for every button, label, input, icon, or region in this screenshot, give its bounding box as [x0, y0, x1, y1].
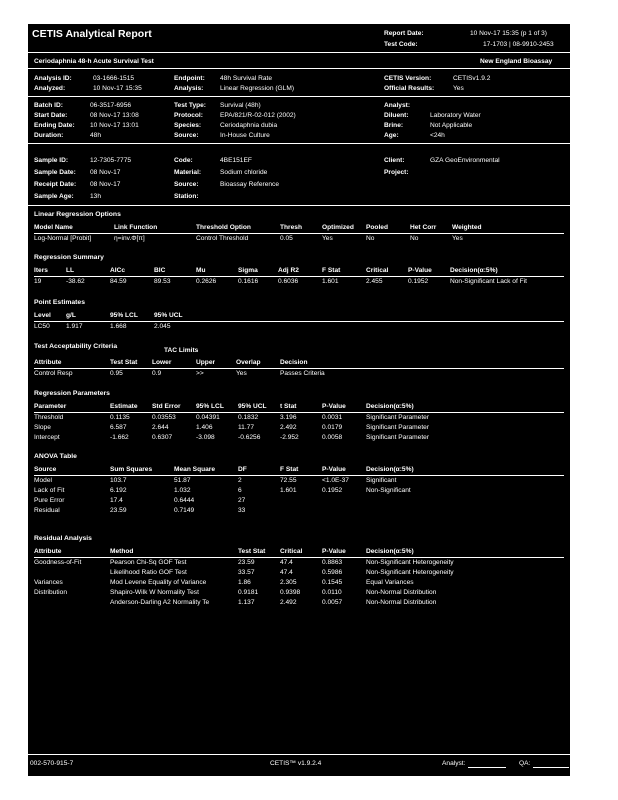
regression-parameters-cell: 3.196 — [280, 414, 297, 421]
lr-options-header-threshold-option: Threshold Option — [196, 224, 251, 231]
material-value: Sodium chloride — [220, 169, 268, 176]
regression-summary-cell: 0.2626 — [196, 278, 217, 285]
anova-header-source: Source — [34, 466, 57, 473]
test-acceptability-cell: 0.9 — [152, 370, 162, 377]
anova-cell: Non-Significant — [366, 487, 411, 494]
anova-cell: 72.55 — [280, 477, 297, 484]
code-value: 4BE151EF — [220, 157, 252, 164]
residual-analysis-cell: 23.59 — [238, 559, 255, 566]
residual-analysis-cell: 2.305 — [280, 579, 297, 586]
regression-summary-header-adj-r2: Adj R2 — [278, 267, 299, 274]
footer-version: CETIS™ v1.9.2.4 — [270, 760, 322, 767]
species-value: Ceriodaphnia dubia — [220, 122, 278, 129]
regression-summary-header-iters: Iters — [34, 267, 48, 274]
point-estimates-header-underline — [34, 321, 564, 322]
lr-options-cell: 0.05 — [280, 235, 293, 242]
anova-header-sum-squares: Sum Squares — [110, 466, 153, 473]
header-divider-2 — [28, 68, 570, 69]
point-estimates-cell: 1.668 — [110, 323, 127, 330]
regression-parameters-cell: 0.0179 — [322, 424, 343, 431]
regression-summary-header-underline — [34, 276, 564, 277]
start-date-value: 08 Nov-17 13:08 — [90, 112, 139, 119]
lr-options-header-model-name: Model Name — [34, 224, 73, 231]
anova-cell: Model — [34, 477, 52, 484]
regression-parameters-header-std-error: Std Error — [152, 403, 181, 410]
regression-parameters-cell: 2.644 — [152, 424, 169, 431]
lr-options-cell: Log-Normal [Probit] — [34, 235, 92, 242]
anova-cell: Pure Error — [34, 497, 65, 504]
regression-summary-header-f-stat: F Stat — [322, 267, 341, 274]
regression-parameters-cell: Significant Parameter — [366, 414, 430, 421]
anova-cell: 1.601 — [280, 487, 297, 494]
project-label: Project: — [384, 169, 409, 176]
diluent-label: Diluent: — [384, 112, 409, 119]
duration-value: 48h — [90, 132, 102, 139]
residual-analysis-cell: Goodness-of-Fit — [34, 559, 82, 566]
protocol-label: Protocol: — [174, 112, 203, 119]
point-estimates-header-95-ucl: 95% UCL — [154, 312, 183, 319]
anova-cell: 2 — [238, 477, 242, 484]
receipt-date-label: Receipt Date: — [34, 181, 77, 188]
regression-summary-cell: 89.53 — [154, 278, 171, 285]
anova-cell: 1.032 — [174, 487, 191, 494]
regression-parameters-header-decision-5: Decision(α:5%) — [366, 403, 414, 410]
source-label: Source: — [174, 132, 199, 139]
regression-summary-title: Regression Summary — [34, 254, 104, 261]
regression-summary-header-bic: BIC — [154, 267, 166, 274]
analysis-value: Linear Regression (GLM) — [220, 85, 295, 92]
code-label: Code: — [174, 157, 193, 164]
protocol-value: EPA/821/R-02-012 (2002) — [220, 112, 296, 119]
test-acceptability-cell: Control Resp — [34, 370, 73, 377]
regression-parameters-header-p-value: P-Value — [322, 403, 346, 410]
lr-options-header-link-function: Link Function — [114, 224, 158, 231]
regression-parameters-header-estimate: Estimate — [110, 403, 138, 410]
sample-id-label: Sample ID: — [34, 157, 69, 164]
regression-summary-header-mu: Mu — [196, 267, 206, 274]
regression-parameters-header-t-stat: t Stat — [280, 403, 297, 410]
residual-analysis-cell: 0.5986 — [322, 569, 343, 576]
species-label: Species: — [174, 122, 202, 129]
residual-analysis-cell: 1.86 — [238, 579, 251, 586]
regression-summary-cell: -38.62 — [66, 278, 85, 285]
client-label: Client: — [384, 157, 405, 164]
analyzed-value: 10 Nov-17 15:35 — [93, 85, 142, 92]
residual-analysis-title: Residual Analysis — [34, 535, 92, 542]
endpoint-value: 48h Survival Rate — [220, 75, 273, 82]
info-divider-2 — [28, 143, 570, 144]
official-results-label: Official Results: — [384, 85, 435, 92]
regression-parameters-cell: Significant Parameter — [366, 424, 430, 431]
batch-id-label: Batch ID: — [34, 102, 63, 109]
brine-label: Brine: — [384, 122, 404, 129]
official-results-value: Yes — [453, 85, 464, 92]
diluent-value: Laboratory Water — [430, 112, 481, 119]
regression-parameters-title: Regression Parameters — [34, 390, 110, 397]
report-title: CETIS Analytical Report — [32, 28, 152, 40]
regression-parameters-cell: 0.0058 — [322, 434, 343, 441]
endpoint-label: Endpoint: — [174, 75, 205, 82]
residual-analysis-cell: Non-Normal Distribution — [366, 599, 437, 606]
test-name: Ceriodaphnia 48-h Acute Survival Test — [34, 58, 154, 65]
test-acceptability-header-test-stat: Test Stat — [110, 359, 138, 366]
residual-analysis-cell: 0.1545 — [322, 579, 343, 586]
station-label: Station: — [174, 193, 199, 200]
lr-options-cell: No — [366, 235, 375, 242]
lr-options-cell: Yes — [322, 235, 333, 242]
regression-parameters-cell: 0.03553 — [152, 414, 176, 421]
sample-id-value: 12-7305-7775 — [90, 157, 132, 164]
regression-summary-cell: Non-Significant Lack of Fit — [450, 278, 527, 285]
footer-qa-label: QA: — [519, 760, 531, 767]
regression-parameters-cell: 11.77 — [238, 424, 255, 431]
residual-analysis-cell: 0.0057 — [322, 599, 343, 606]
regression-parameters-cell: -3.098 — [196, 434, 215, 441]
report-date-value: 10 Nov-17 15:35 (p 1 of 3) — [470, 30, 547, 37]
regression-parameters-cell: 0.1832 — [238, 414, 259, 421]
regression-summary-cell: 19 — [34, 278, 42, 285]
sample-age-label: Sample Age: — [34, 193, 74, 200]
regression-summary-header-ll: LL — [66, 267, 75, 274]
anova-header-underline — [34, 475, 564, 476]
client-value: GZA GeoEnvironmental — [430, 157, 500, 164]
residual-analysis-header-critical: Critical — [280, 548, 303, 555]
point-estimates-header-g-l: g/L — [66, 312, 76, 319]
anova-cell: 0.1952 — [322, 487, 343, 494]
report-date-label: Report Date: — [384, 30, 424, 37]
residual-analysis-cell: Shapiro-Wilk W Normality Test — [110, 589, 199, 596]
test-type-label: Test Type: — [174, 102, 206, 109]
anova-header-p-value: P-Value — [322, 466, 346, 473]
residual-analysis-cell: Variances — [34, 579, 63, 586]
source-value: In-House Culture — [220, 132, 270, 139]
residual-analysis-cell: 0.8863 — [322, 559, 343, 566]
regression-parameters-cell: 6.587 — [110, 424, 127, 431]
residual-analysis-cell: 47.4 — [280, 569, 293, 576]
residual-analysis-cell: Pearson Chi-Sq GOF Test — [110, 559, 187, 566]
residual-analysis-cell: 2.492 — [280, 599, 297, 606]
residual-analysis-cell: 0.9181 — [238, 589, 259, 596]
source2-label: Source: — [174, 181, 199, 188]
point-estimates-cell: 1.917 — [66, 323, 83, 330]
residual-analysis-cell: Non-Normal Distribution — [366, 589, 437, 596]
point-estimates-cell: LC50 — [34, 323, 50, 330]
anova-cell: Significant — [366, 477, 397, 484]
regression-parameters-cell: Intercept — [34, 434, 60, 441]
regression-summary-cell: 1.601 — [322, 278, 339, 285]
regression-summary-header-p-value: P-Value — [408, 267, 432, 274]
anova-cell: 0.6444 — [174, 497, 195, 504]
qa-signature-line — [533, 767, 569, 768]
source2-value: Bioassay Reference — [220, 181, 280, 188]
lr-options-cell: η=inv.Φ[π] — [114, 235, 145, 242]
regression-summary-cell: 2.455 — [366, 278, 383, 285]
lr-options-cell: Control Threshold — [196, 235, 249, 242]
regression-parameters-cell: 1.406 — [196, 424, 213, 431]
test-acceptability-header-lower: Lower — [152, 359, 172, 366]
residual-analysis-header-test-stat: Test Stat — [238, 548, 266, 555]
anova-cell: 33 — [238, 507, 246, 514]
regression-summary-header-decision-5: Decision(α:5%) — [450, 267, 498, 274]
anova-cell: 27 — [238, 497, 246, 504]
test-acceptability-tac-limits: TAC Limits — [164, 347, 199, 354]
cetis-version-value: CETISv1.9.2 — [453, 75, 491, 82]
analysis-label: Analysis: — [174, 85, 204, 92]
residual-analysis-cell: Distribution — [34, 589, 67, 596]
test-code-label: Test Code: — [384, 41, 418, 48]
point-estimates-header-95-lcl: 95% LCL — [110, 312, 138, 319]
regression-parameters-header-95-ucl: 95% UCL — [238, 403, 267, 410]
test-acceptability-cell: 0.95 — [110, 370, 123, 377]
residual-analysis-cell: Equal Variances — [366, 579, 414, 586]
lr-options-title: Linear Regression Options — [34, 211, 121, 218]
lr-options-header-thresh: Thresh — [280, 224, 302, 231]
test-acceptability-header-decision: Decision — [280, 359, 308, 366]
regression-summary-header-aicc: AICc — [110, 267, 126, 274]
batch-id-value: 06-3517-6956 — [90, 102, 132, 109]
anova-header-df: DF — [238, 466, 247, 473]
anova-cell: 6.192 — [110, 487, 127, 494]
lr-options-header-pooled: Pooled — [366, 224, 388, 231]
regression-parameters-cell: Slope — [34, 424, 51, 431]
anova-header-decision-5: Decision(α:5%) — [366, 466, 414, 473]
regression-parameters-cell: 0.1135 — [110, 414, 130, 421]
test-acceptability-header-upper: Upper — [196, 359, 216, 366]
regression-parameters-cell: 2.492 — [280, 424, 297, 431]
lr-options-header-weighted: Weighted — [452, 224, 482, 231]
anova-cell: 103.7 — [110, 477, 127, 484]
anova-cell: 6 — [238, 487, 242, 494]
residual-analysis-header-attribute: Attribute — [34, 548, 62, 555]
test-acceptability-cell: Yes — [236, 370, 247, 377]
analyst-label: Analyst: — [384, 102, 411, 109]
residual-analysis-cell: 33.57 — [238, 569, 255, 576]
footer-divider — [28, 754, 570, 755]
lr-options-cell: No — [410, 235, 419, 242]
sample-date-value: 08 Nov-17 — [90, 169, 121, 176]
point-estimates-header-level: Level — [34, 312, 51, 319]
receipt-date-value: 08 Nov-17 — [90, 181, 121, 188]
lab-name: New England Bioassay — [480, 58, 553, 65]
point-estimates-title: Point Estimates — [34, 299, 85, 306]
regression-parameters-cell: Significant Parameter — [366, 434, 430, 441]
regression-parameters-cell: -2.952 — [280, 434, 299, 441]
test-acceptability-title: Test Acceptability Criteria — [34, 343, 118, 350]
regression-summary-header-critical: Critical — [366, 267, 389, 274]
analysis-id-label: Analysis ID: — [34, 75, 72, 82]
anova-cell: 23.59 — [110, 507, 127, 514]
sample-age-value: 13h — [90, 193, 102, 200]
residual-analysis-cell: 0.9398 — [280, 589, 301, 596]
residual-analysis-cell: 47.4 — [280, 559, 293, 566]
anova-cell: Lack of Fit — [34, 487, 65, 494]
regression-parameters-header-95-lcl: 95% LCL — [196, 403, 224, 410]
residual-analysis-cell: 1.137 — [238, 599, 255, 606]
age-value: <24h — [430, 132, 445, 139]
regression-parameters-cell: Threshold — [34, 414, 64, 421]
residual-analysis-header-underline — [34, 557, 564, 558]
test-acceptability-cell: >> — [196, 370, 204, 377]
test-acceptability-header-overlap: Overlap — [236, 359, 261, 366]
residual-analysis-header-method: Method — [110, 548, 134, 555]
residual-analysis-cell: 0.0110 — [322, 589, 342, 596]
regression-summary-cell: 0.1616 — [238, 278, 259, 285]
ending-date-value: 10 Nov-17 13:01 — [90, 122, 139, 129]
header-divider — [28, 52, 570, 53]
analysis-id-value: 03-1666-1515 — [93, 75, 135, 82]
info-divider-3 — [28, 205, 570, 206]
start-date-label: Start Date: — [34, 112, 68, 119]
age-label: Age: — [384, 132, 399, 139]
material-label: Material: — [174, 169, 202, 176]
info-divider-1 — [28, 96, 570, 97]
test-acceptability-header-underline — [34, 368, 564, 369]
footer-analyst-label: Analyst: — [442, 760, 466, 767]
regression-parameters-header-parameter: Parameter — [34, 403, 67, 410]
test-acceptability-header-attribute: Attribute — [34, 359, 62, 366]
duration-label: Duration: — [34, 132, 64, 139]
test-code-value: 17-1703 | 08-9910-2453 — [483, 41, 554, 48]
regression-parameters-cell: 0.6307 — [152, 434, 173, 441]
analyst-signature-line — [468, 767, 506, 768]
residual-analysis-cell: Mod Levene Equality of Variance — [110, 579, 207, 586]
regression-parameters-cell: 0.0031 — [322, 414, 343, 421]
residual-analysis-header-p-value: P-Value — [322, 548, 346, 555]
anova-cell: 0.7149 — [174, 507, 195, 514]
anova-cell: <1.0E-37 — [322, 477, 349, 484]
footer-doc-id: 002-570-915-7 — [30, 760, 74, 767]
regression-parameters-cell: -0.6256 — [238, 434, 261, 441]
cetis-version-label: CETIS Version: — [384, 75, 432, 82]
regression-summary-cell: 0.6036 — [278, 278, 299, 285]
anova-cell: Residual — [34, 507, 60, 514]
residual-analysis-cell: Non-Significant Heterogeneity — [366, 569, 454, 576]
anova-cell: 51.87 — [174, 477, 191, 484]
anova-title: ANOVA Table — [34, 453, 77, 460]
test-type-value: Survival (48h) — [220, 102, 261, 109]
ending-date-label: Ending Date: — [34, 122, 75, 129]
regression-parameters-header-underline — [34, 412, 564, 413]
regression-parameters-cell: 0.04391 — [196, 414, 220, 421]
sample-date-label: Sample Date: — [34, 169, 76, 176]
lr-options-header-het-corr: Het Corr — [410, 224, 437, 231]
brine-value: Not Applicable — [430, 122, 473, 129]
point-estimates-cell: 2.045 — [154, 323, 171, 330]
anova-header-f-stat: F Stat — [280, 466, 299, 473]
regression-summary-cell: 84.59 — [110, 278, 127, 285]
anova-cell: 17.4 — [110, 497, 123, 504]
anova-header-mean-square: Mean Square — [174, 466, 216, 473]
analyzed-label: Analyzed: — [34, 85, 66, 92]
residual-analysis-cell: Anderson-Darling A2 Normality Te — [110, 599, 210, 606]
lr-options-header-underline — [34, 233, 564, 234]
regression-summary-header-sigma: Sigma — [238, 267, 258, 274]
residual-analysis-cell: Likelihood Ratio GOF Test — [110, 569, 187, 576]
regression-parameters-cell: -1.662 — [110, 434, 129, 441]
test-acceptability-cell: Passes Criteria — [280, 370, 325, 377]
residual-analysis-cell: Non-Significant Heterogeneity — [366, 559, 454, 566]
report-page — [28, 24, 570, 776]
lr-options-cell: Yes — [452, 235, 463, 242]
residual-analysis-header-decision-5: Decision(α:5%) — [366, 548, 414, 555]
lr-options-header-optimized: Optimized — [322, 224, 354, 231]
regression-summary-cell: 0.1952 — [408, 278, 429, 285]
